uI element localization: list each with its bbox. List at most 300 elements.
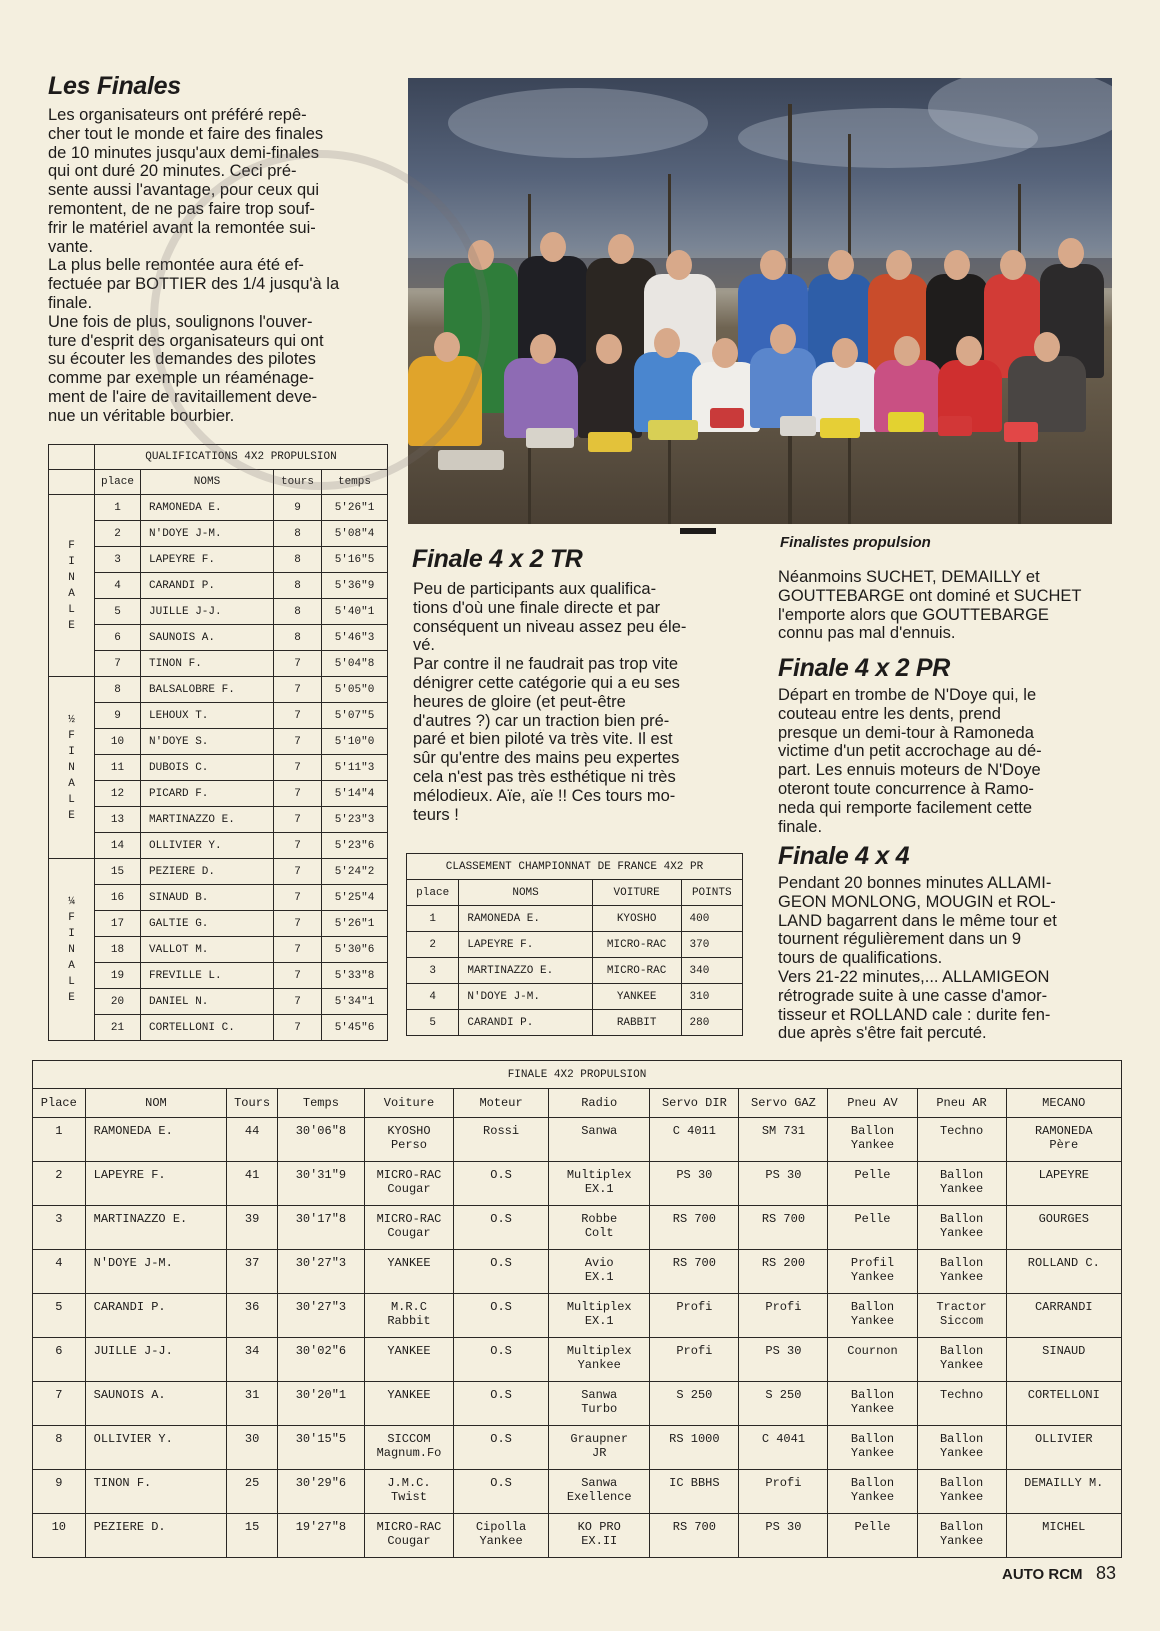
qualif-cell-temps: 5'34"1 (322, 989, 388, 1015)
qualif-row (49, 989, 388, 1015)
qualif-cell-place: 18 (95, 937, 141, 963)
finale-cell-line1: Sanwa (581, 1388, 618, 1402)
finale-cell-voiture (364, 1294, 453, 1338)
finale-cell-line2: Yankee (939, 1358, 984, 1372)
finale-cell-moteur (454, 1294, 549, 1338)
finale-cell-line1: PS 30 (676, 1168, 713, 1182)
qualif-cell-place: 21 (95, 1015, 141, 1041)
finale-cell-line1: Ballon (850, 1476, 895, 1490)
qualif-cell-tours: 7 (274, 859, 322, 885)
finale-cell-mecano (1006, 1206, 1121, 1250)
finale-cell-line1: O.S (490, 1168, 512, 1182)
championnat-header-voiture: VOITURE (592, 880, 681, 906)
finale-cell-line2: Turbo (581, 1402, 618, 1416)
finale-cell-line1: Multiplex (566, 1168, 632, 1182)
finale-cell-voiture (364, 1514, 453, 1558)
championnat-header-points: POINTS (681, 880, 743, 906)
finale-cell-servo-gaz (739, 1426, 828, 1470)
qualif-row (49, 807, 388, 833)
qualif-cell-place: 16 (95, 885, 141, 911)
finale-cell-line1: Robbe (581, 1212, 618, 1226)
finale-cell-line2: Yankee (939, 1226, 984, 1240)
finale-cell-servo-dir (650, 1382, 739, 1426)
finale-cell-moteur (454, 1514, 549, 1558)
qualif-cell-temps: 5'07"5 (322, 703, 388, 729)
finale-cell-line1: MICHEL (1042, 1520, 1086, 1534)
finale-header-8: Servo GAZ (739, 1089, 828, 1118)
finale-cell-line1: Ballon (939, 1344, 984, 1358)
championnat-row (407, 958, 743, 984)
qualif-group-label (49, 677, 95, 859)
finale-cell-line1: SINAUD (1042, 1344, 1086, 1358)
finale-cell-line1: RS 700 (672, 1212, 716, 1226)
finale-cell-line1: Profi (765, 1476, 802, 1490)
finale-cell-servo-dir (650, 1338, 739, 1382)
qualif-cell-tours: 8 (274, 625, 322, 651)
finale-cell-temps: 30'20"1 (277, 1382, 364, 1426)
finale-cell-line1: Techno (939, 1388, 984, 1402)
finale-cell-pneu-av (828, 1514, 917, 1558)
qualif-cell-temps: 5'05"0 (322, 677, 388, 703)
qualif-cell-place: 1 (95, 495, 141, 521)
qualif-row (49, 885, 388, 911)
finale-cell-radio (549, 1162, 650, 1206)
finale-cell-place: 3 (33, 1206, 86, 1250)
finale-cell-line2: EX.1 (584, 1182, 614, 1196)
qualif-cell-tours: 7 (274, 833, 322, 859)
qualif-cell-name: RAMONEDA E. (141, 495, 274, 521)
qualif-cell-place: 17 (95, 911, 141, 937)
finale-cell-pneu-av (828, 1382, 917, 1426)
finale-cell-mecano (1006, 1162, 1121, 1206)
finale-cell-mecano (1006, 1470, 1121, 1514)
finale-cell-voiture (364, 1162, 453, 1206)
finale-cell-mecano (1006, 1294, 1121, 1338)
finale-cell-moteur (454, 1206, 549, 1250)
finale-cell-line1: O.S (490, 1256, 512, 1270)
finale-cell-line1: Pelle (854, 1520, 891, 1534)
finale-cell-line1: PS 30 (765, 1168, 802, 1182)
finale-cell-line1: MICRO-RAC (376, 1212, 442, 1226)
finale-cell-line1: KYOSHO (387, 1124, 431, 1138)
qualif-cell-tours: 7 (274, 703, 322, 729)
finale-cell-place: 9 (33, 1470, 86, 1514)
finale-cell-line2: EX.II (581, 1534, 618, 1548)
finale-cell-servo-dir (650, 1206, 739, 1250)
qualif-cell-place: 19 (95, 963, 141, 989)
qualif-cell-tours: 7 (274, 781, 322, 807)
finale-cell-line2: Yankee (850, 1490, 895, 1504)
finale-cell-line1: PS 30 (765, 1520, 802, 1534)
photo-caption: Finalistes propulsion (780, 534, 931, 551)
finale-cell-line2: EX.1 (584, 1314, 614, 1328)
finale-cell-tours: 34 (227, 1338, 278, 1382)
finale-cell-pneu-ar (917, 1470, 1006, 1514)
finale-cell-voiture (364, 1206, 453, 1250)
finales-body: Les organisateurs ont préféré repê- cher tout le monde et faire des finales de 10 minutes jusqu'aux demi-finales qui ont duré 20 minutes. Ceci pré- sente aussi l'avantage, pour ceux qui remontent, de ne pas faire trop souf- frir le matériel avant la remontée sui- vante. La plus belle remontée aura été ef- fectuée par BOTTIER des 1/4 jusqu'à la finale. Une fois de plus, soulignons l'ouver- ture d'esprit des organisateurs qui ont su écouter les demandes des pilotes comme par exemple un réaménage- ment de l'aire de ravitaillement deve- nue un véritable bourbier. (48, 106, 340, 425)
finale-cell-line1: Cournon (847, 1344, 898, 1358)
finale-cell-line1: DEMAILLY M. (1024, 1476, 1104, 1490)
finale-header-4: Voiture (364, 1089, 453, 1118)
qualif-cell-place: 20 (95, 989, 141, 1015)
qualif-cell-name: N'DOYE S. (141, 729, 274, 755)
finale-cell-line2: JR (592, 1446, 607, 1460)
qualif-row (49, 573, 388, 599)
finale-cell-servo-gaz (739, 1514, 828, 1558)
finale-cell-place: 4 (33, 1250, 86, 1294)
finale-cell-line1: IC BBHS (669, 1476, 720, 1490)
finale-cell-servo-gaz (739, 1470, 828, 1514)
finale-cell-mecano (1006, 1338, 1121, 1382)
finale-header-9: Pneu AV (828, 1089, 917, 1118)
finale-44-body: Pendant 20 bonnes minutes ALLAMI- GEON MONLONG, MOUGIN et ROL- LAND bagarrent dans le même tour et tournent régulièrement dans un 9 tours de qualifications. Vers 21-22 minutes,... ALLAMIGEON rétrograde suite à une casse d'amor- tisseur et ROLLAND cale : durite fen- due après s'être fait percuté. (778, 874, 1057, 1043)
finale-cell-servo-dir (650, 1514, 739, 1558)
finale-cell-radio (549, 1470, 650, 1514)
qualif-cell-name: JUILLE J-J. (141, 599, 274, 625)
finale-row (33, 1426, 1122, 1470)
finale-cell-servo-gaz (739, 1294, 828, 1338)
finale-cell-line1: Rossi (483, 1124, 520, 1138)
finale-cell-line1: Sanwa (581, 1124, 618, 1138)
qualif-cell-tours: 8 (274, 599, 322, 625)
finale-cell-line1: Ballon (939, 1476, 984, 1490)
finale-cell-line2: Rabbit (387, 1314, 431, 1328)
championnat-cell-name: MARTINAZZO E. (459, 958, 592, 984)
finale-cell-nom: SAUNOIS A. (85, 1382, 227, 1426)
finale-cell-radio (549, 1382, 650, 1426)
qualif-cell-tours: 8 (274, 547, 322, 573)
finale-cell-moteur (454, 1426, 549, 1470)
magazine-name: AUTO RCM (1002, 1566, 1083, 1583)
finale-cell-line2: Siccom (939, 1314, 984, 1328)
finale-cell-line1: OLLIVIER (1034, 1432, 1093, 1446)
qualif-cell-tours: 7 (274, 677, 322, 703)
championnat-title: CLASSEMENT CHAMPIONNAT DE FRANCE 4X2 PR (407, 854, 743, 880)
qualif-cell-name: N'DOYE J-M. (141, 521, 274, 547)
finale-cell-tours: 25 (227, 1470, 278, 1514)
finale-cell-line1: PS 30 (765, 1344, 802, 1358)
qualif-row (49, 625, 388, 651)
finale-cell-radio (549, 1338, 650, 1382)
finale-row (33, 1382, 1122, 1426)
qualif-group-prefix: ¼ (68, 895, 75, 908)
finale-cell-line1: Graupner (570, 1432, 629, 1446)
finale-cell-line1: MICRO-RAC (376, 1168, 442, 1182)
qualif-cell-tours: 7 (274, 807, 322, 833)
finale-cell-line1: O.S (490, 1476, 512, 1490)
finale-cell-line1: O.S (490, 1300, 512, 1314)
qualif-cell-name: TINON F. (141, 651, 274, 677)
qualif-group-text: F I N A L E (68, 539, 75, 632)
finale-cell-servo-gaz (739, 1382, 828, 1426)
finale-cell-line2: Cougar (387, 1182, 431, 1196)
finale-cell-line1: Profil (850, 1256, 895, 1270)
qualif-cell-temps: 5'11"3 (322, 755, 388, 781)
finale-cell-line1: Tractor (936, 1300, 987, 1314)
finale-cell-line1: Avio (584, 1256, 614, 1270)
qualif-cell-place: 13 (95, 807, 141, 833)
finale-cell-line2: Magnum.Fo (376, 1446, 442, 1460)
finale-cell-line2: Yankee (850, 1446, 895, 1460)
finale-row (33, 1294, 1122, 1338)
qualif-cell-temps: 5'26"1 (322, 911, 388, 937)
finale-cell-temps: 30'15"5 (277, 1426, 364, 1470)
qualif-cell-place: 7 (95, 651, 141, 677)
qualif-cell-place: 5 (95, 599, 141, 625)
qualif-row (49, 651, 388, 677)
qualif-group-prefix: ½ (68, 713, 75, 726)
finale-cell-moteur (454, 1470, 549, 1514)
finale-cell-tours: 30 (227, 1426, 278, 1470)
championnat-cell-place: 3 (407, 958, 459, 984)
championnat-row (407, 906, 743, 932)
qualif-cell-tours: 7 (274, 911, 322, 937)
finale-cell-tours: 31 (227, 1382, 278, 1426)
finale-cell-line2: Perso (390, 1138, 427, 1152)
finale-cell-servo-dir (650, 1162, 739, 1206)
qualif-cell-name: DANIEL N. (141, 989, 274, 1015)
finale-cell-line1: J.M.C. (387, 1476, 431, 1490)
championnat-cell-points: 340 (681, 958, 743, 984)
finale-header-7: Servo DIR (650, 1089, 739, 1118)
qualif-cell-name: VALLOT M. (141, 937, 274, 963)
finale-cell-line2: Yankee (939, 1446, 984, 1460)
qualif-cell-place: 10 (95, 729, 141, 755)
finale-cell-line1: O.S (490, 1344, 512, 1358)
qualif-cell-name: MARTINAZZO E. (141, 807, 274, 833)
championnat-table (406, 853, 743, 1036)
finale-cell-line2: Exellence (566, 1490, 632, 1504)
finale-results-table (32, 1060, 1122, 1558)
finale-cell-temps: 30'29"6 (277, 1470, 364, 1514)
finale-cell-line1: Ballon (850, 1388, 895, 1402)
finale-cell-place: 1 (33, 1118, 86, 1162)
photo-mark (680, 528, 716, 534)
finale-cell-line2: Yankee (850, 1402, 895, 1416)
qualif-cell-name: PICARD F. (141, 781, 274, 807)
finale-cell-line1: Ballon (939, 1520, 984, 1534)
finale-cell-pneu-ar (917, 1294, 1006, 1338)
qualif-row (49, 911, 388, 937)
qualif-cell-temps: 5'16"5 (322, 547, 388, 573)
qualif-cell-tours: 7 (274, 989, 322, 1015)
finale-cell-pneu-ar (917, 1514, 1006, 1558)
qualif-cell-place: 3 (95, 547, 141, 573)
qualif-cell-temps: 5'36"9 (322, 573, 388, 599)
finale-cell-line2: Colt (584, 1226, 614, 1240)
qualifications-table (48, 444, 388, 1041)
finale-cell-servo-gaz (739, 1250, 828, 1294)
qualif-row (49, 599, 388, 625)
championnat-cell-voiture: MICRO-RAC (592, 958, 681, 984)
finale-cell-radio (549, 1426, 650, 1470)
championnat-cell-points: 400 (681, 906, 743, 932)
finale-cell-moteur (454, 1338, 549, 1382)
championnat-cell-points: 370 (681, 932, 743, 958)
finale-cell-temps: 30'06"8 (277, 1118, 364, 1162)
finale-cell-moteur (454, 1382, 549, 1426)
qualif-cell-tours: 7 (274, 651, 322, 677)
qualif-header-tours: tours (274, 470, 322, 495)
qualif-cell-tours: 7 (274, 937, 322, 963)
qualif-cell-place: 9 (95, 703, 141, 729)
qualif-cell-tours: 7 (274, 755, 322, 781)
finale-header-1: NOM (85, 1089, 227, 1118)
finale-cell-temps: 19'27"8 (277, 1514, 364, 1558)
finale-cell-line1: Ballon (939, 1256, 984, 1270)
qualif-cell-temps: 5'10"0 (322, 729, 388, 755)
finale-table-title: FINALE 4X2 PROPULSION (33, 1061, 1122, 1089)
finale-cell-voiture (364, 1250, 453, 1294)
qualif-cell-temps: 5'33"8 (322, 963, 388, 989)
finale-cell-tours: 37 (227, 1250, 278, 1294)
championnat-row (407, 984, 743, 1010)
finale-header-2: Tours (227, 1089, 278, 1118)
championnat-cell-place: 1 (407, 906, 459, 932)
qualif-group-label (49, 859, 95, 1041)
finale-cell-pneu-ar (917, 1382, 1006, 1426)
qualif-cell-name: LAPEYRE F. (141, 547, 274, 573)
finale-cell-place: 10 (33, 1514, 86, 1558)
finale-cell-temps: 30'27"3 (277, 1250, 364, 1294)
finale-cell-moteur (454, 1162, 549, 1206)
finale-cell-mecano (1006, 1382, 1121, 1426)
finale-row (33, 1162, 1122, 1206)
finale-cell-mecano (1006, 1426, 1121, 1470)
qualif-row (49, 521, 388, 547)
championnat-cell-voiture: KYOSHO (592, 906, 681, 932)
qualif-cell-name: PEZIERE D. (141, 859, 274, 885)
finale-header-5: Moteur (454, 1089, 549, 1118)
qualif-cell-name: BALSALOBRE F. (141, 677, 274, 703)
qualif-cell-temps: 5'25"4 (322, 885, 388, 911)
qualif-cell-tours: 7 (274, 1015, 322, 1041)
finale-cell-line1: Ballon (850, 1432, 895, 1446)
finale-cell-place: 7 (33, 1382, 86, 1426)
qualif-cell-place: 12 (95, 781, 141, 807)
finale-cell-servo-dir (650, 1426, 739, 1470)
qualif-cell-place: 11 (95, 755, 141, 781)
finale-cell-line2: Yankee (479, 1534, 523, 1548)
qualif-row (49, 547, 388, 573)
championnat-cell-name: N'DOYE J-M. (459, 984, 592, 1010)
finale-cell-servo-gaz (739, 1206, 828, 1250)
qualif-cell-name: FREVILLE L. (141, 963, 274, 989)
qualif-row (49, 937, 388, 963)
finale-cell-line1: Ballon (939, 1168, 984, 1182)
qualif-cell-tours: 8 (274, 573, 322, 599)
finale-cell-line2: Yankee (850, 1138, 895, 1152)
finale-cell-servo-dir (650, 1294, 739, 1338)
finale-cell-pneu-ar (917, 1338, 1006, 1382)
finale-cell-voiture (364, 1470, 453, 1514)
qualif-row (49, 495, 388, 521)
finale-cell-line2: Yankee (939, 1490, 984, 1504)
qualif-row (49, 781, 388, 807)
finale-cell-line2: Yankee (850, 1270, 895, 1284)
finale-row (33, 1338, 1122, 1382)
finale-cell-line1: RS 700 (672, 1256, 716, 1270)
qualif-group-text: F I N A L E (68, 911, 75, 1004)
finale-cell-line1: Multiplex (566, 1344, 632, 1358)
finale-row (33, 1514, 1122, 1558)
championnat-cell-voiture: MICRO-RAC (592, 932, 681, 958)
finale-cell-place: 2 (33, 1162, 86, 1206)
finale-cell-line1: RS 200 (761, 1256, 806, 1270)
qualif-cell-name: DUBOIS C. (141, 755, 274, 781)
qualif-row (49, 1015, 388, 1041)
finale-cell-servo-dir (650, 1470, 739, 1514)
qualif-cell-name: SAUNOIS A. (141, 625, 274, 651)
finale-cell-line1: O.S (490, 1432, 512, 1446)
finale-header-0: Place (33, 1089, 86, 1118)
finale-cell-place: 8 (33, 1426, 86, 1470)
finale-cell-nom: N'DOYE J-M. (85, 1250, 227, 1294)
qualif-cell-place: 15 (95, 859, 141, 885)
championnat-cell-place: 5 (407, 1010, 459, 1036)
qualif-group-label (49, 495, 95, 677)
qualif-cell-name: LEHOUX T. (141, 703, 274, 729)
finale-cell-line1: C 4041 (761, 1432, 806, 1446)
finale-row (33, 1118, 1122, 1162)
finale-tr-body: Peu de participants aux qualifica- tions d'où une finale directe et par conséquent un niveau assez peu éle- vé. Par contre il ne faudrait pas trop vite dénigrer cette catégorie qui a eu ses heures de gloire (et peut-être d'autres ?) car un traction bien pré- paré et bien piloté va très vite. Il est sûr qu'entre des mains peu expertes cela n'est pas très esthétique ni très mélodieux. Aïe, aïe !! Ces tours mo- teurs ! (413, 580, 687, 824)
qualif-cell-temps: 5'46"3 (322, 625, 388, 651)
finale-cell-servo-dir (650, 1250, 739, 1294)
finale-cell-servo-gaz (739, 1338, 828, 1382)
finale-header-11: MECANO (1006, 1089, 1121, 1118)
finalists-photo (408, 78, 1112, 524)
page-number: 83 (1096, 1563, 1117, 1583)
qualif-cell-temps: 5'40"1 (322, 599, 388, 625)
finale-cell-voiture (364, 1382, 453, 1426)
finale-cell-mecano (1006, 1250, 1121, 1294)
finale-cell-nom: LAPEYRE F. (85, 1162, 227, 1206)
qualif-cell-temps: 5'24"2 (322, 859, 388, 885)
finale-pr-heading: Finale 4 x 2 PR (778, 654, 950, 682)
finale-cell-pneu-ar (917, 1162, 1006, 1206)
finale-cell-line2: Twist (390, 1490, 427, 1504)
finale-cell-line1: C 4011 (672, 1124, 716, 1138)
finale-cell-tours: 41 (227, 1162, 278, 1206)
finale-cell-temps: 30'02"6 (277, 1338, 364, 1382)
finale-cell-line1: YANKEE (387, 1256, 431, 1270)
qualif-row (49, 859, 388, 885)
finale-tr-heading: Finale 4 x 2 TR (412, 545, 583, 573)
qualif-cell-name: OLLIVIER Y. (141, 833, 274, 859)
finale-cell-temps: 30'27"3 (277, 1294, 364, 1338)
finale-cell-line1: Pelle (854, 1212, 891, 1226)
finale-cell-line1: YANKEE (387, 1344, 431, 1358)
finale-cell-line1: SICCOM (387, 1432, 431, 1446)
qualif-title: QUALIFICATIONS 4X2 PROPULSION (95, 445, 388, 470)
qualif-group-text: F I N A L E (68, 729, 75, 822)
finale-cell-moteur (454, 1118, 549, 1162)
finale-cell-pneu-av (828, 1338, 917, 1382)
finale-cell-nom: CARANDI P. (85, 1294, 227, 1338)
finale-cell-line1: M.R.C (390, 1300, 427, 1314)
championnat-header-noms: NOMS (459, 880, 592, 906)
championnat-row (407, 932, 743, 958)
finale-cell-line2: Père (1049, 1138, 1079, 1152)
finale-cell-line1: Profi (765, 1300, 802, 1314)
intro-right-body: Néanmoins SUCHET, DEMAILLY et GOUTTEBARGE ont dominé et SUCHET l'emporte alors que GOUTTEBARGE connu pas mal d'ennuis. (778, 568, 1082, 643)
finale-cell-line1: Profi (676, 1300, 713, 1314)
finale-cell-servo-dir (650, 1118, 739, 1162)
qualif-cell-tours: 7 (274, 963, 322, 989)
finale-cell-voiture (364, 1426, 453, 1470)
finale-cell-line2: Yankee (939, 1534, 984, 1548)
finale-cell-nom: TINON F. (85, 1470, 227, 1514)
